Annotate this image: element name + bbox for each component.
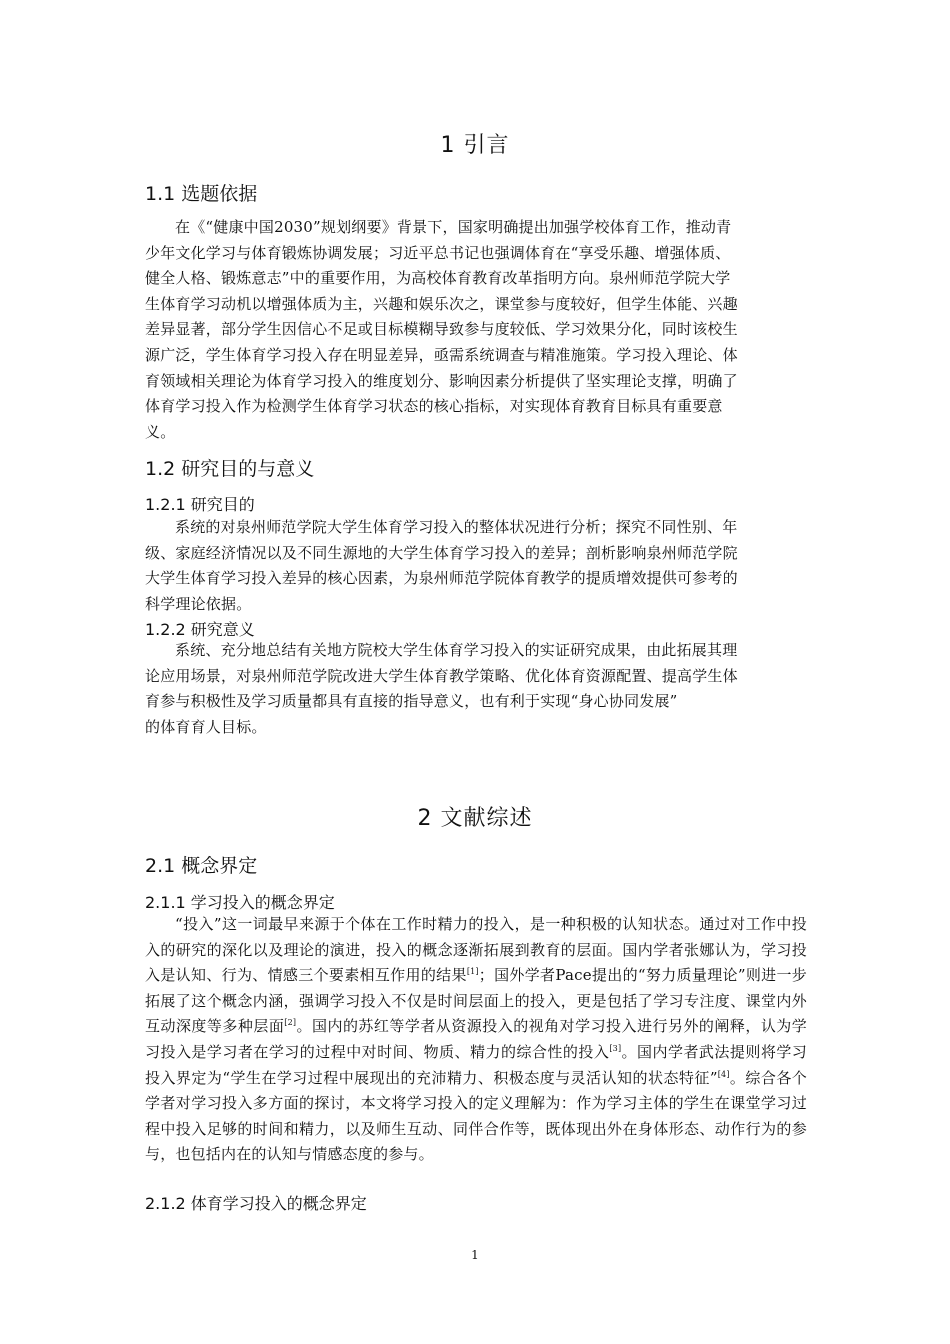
citation-ref: [4] [717, 1069, 730, 1079]
section-1-2-2-title: 1.2.2 研究意义 [145, 620, 255, 639]
section-1-2-2-paragraph [145, 638, 807, 740]
section-2-1-2-title: 2.1.2 体育学习投入的概念界定 [145, 1194, 367, 1213]
section-2-1-1-paragraph [145, 912, 807, 1168]
citation-ref: [3] [609, 1043, 622, 1053]
section-1-2-1-title: 1.2.1 研究目的 [145, 495, 255, 514]
citation-ref: [2] [284, 1018, 297, 1028]
text-line: 在《“健康中国2030”规划纲要》背景下，国家明确提出加强学校体育工作，推动青 [175, 218, 732, 236]
text-line: 系统的对泉州师范学院大学生体育学习投入的整体状况进行分析；探究不同性别、年 [175, 518, 738, 536]
text-line: 义。 [145, 422, 176, 441]
text-run: ；国外学者Pace提出的“努力质量理论”则进一步拓展了这个概念内涵，强调学习投入不仅是时间层面上的投入，更是包括了学习专注度、课堂内外互动深度等多种层面 [145, 966, 808, 1036]
text-line: 大学生体育学习投入差异的核心因素，为泉州师范学院体育教学的提质增效提供可参考的 [145, 569, 738, 588]
chapter-2-title: 2 文献综述 [417, 806, 533, 831]
text-line: 科学理论依据。 [145, 594, 252, 613]
citation-ref: [1] [466, 967, 479, 977]
text-run: “投入”这一词最早来源于个体在工作时精力的投入，是一种积极的认知状态。通过对工作中投入的研究的深化以及理论的演进，投入的概念逐渐拓展到教育的层面。国内学者张娜认为，学习投入是认知、行为、情感三个要素相互作用的结果 [145, 915, 807, 985]
text-line: 健全人格、锻炼意志”中的重要作用，为高校体育教育改革指明方向。泉州师范学院大学 [145, 269, 731, 288]
section-2-1-1-title: 2.1.1 学习投入的概念界定 [145, 893, 335, 912]
text-line: 差异显著，部分学生因信心不足或目标模糊导致参与度较低、学习效果分化，同时该校生 [145, 320, 738, 339]
text-line: 的体育育人目标。 [145, 717, 267, 736]
text-line: 系统、充分地总结有关地方院校大学生体育学习投入的实证研究成果，由此拓展其理 [175, 641, 738, 659]
text-line: 育参与积极性及学习质量都具有直接的指导意义，也有利于实现“身心协同发展” [145, 692, 678, 711]
text-line: 源广泛，学生体育学习投入存在明显差异，亟需系统调查与精准施策。学习投入理论、体 [145, 345, 738, 364]
text-line: 少年文化学习与体育锻炼协调发展；习近平总书记也强调体育在“享受乐趣、增强体质、 [145, 243, 731, 262]
text-line: 育领域相关理论为体育学习投入的维度划分、影响因素分析提供了坚实理论支撑，明确了 [145, 371, 738, 390]
text-line: 级、家庭经济情况以及不同生源地的大学生体育学习投入的差异；剖析影响泉州师范学院 [145, 543, 738, 562]
text-line: 论应用场景，对泉州师范学院改进大学生体育教学策略、优化体育资源配置、提高学生体 [145, 666, 738, 685]
text-line: 生体育学习动机以增强体质为主，兴趣和娱乐次之，课堂参与度较好，但学生体能、兴趣 [145, 294, 738, 313]
section-1-1-title: 1.1 选题依据 [145, 183, 258, 205]
text-run: 。国内学者武法提则将学习投入界定为“学生在学习过程中展现出的充沛精力、积极态度与灵活认知的状态特征” [145, 1042, 807, 1087]
text-run: 。国内的苏红等学者从资源投入的视角对学习投入进行另外的阐释，认为学习投入是学习者在学习的过程中对时间、物质、精力的综合性的投入 [145, 1017, 807, 1061]
section-2-1-title: 2.1 概念界定 [145, 855, 258, 877]
section-1-2-title: 1.2 研究目的与意义 [145, 458, 315, 480]
section-1-2-1-paragraph [145, 515, 807, 617]
section-1-1-paragraph [145, 215, 807, 445]
text-line: 体育学习投入作为检测学生体育学习状态的核心指标，对实现体育教育目标具有重要意 [145, 397, 723, 416]
page-number: 1 [471, 1248, 479, 1262]
chapter-1-title: 1 引言 [440, 133, 510, 158]
text-run: 。综合各个学者对学习投入多方面的探讨，本文将学习投入的定义理解为：作为学习主体的学生在课堂学习过程中投入足够的时间和精力，以及师生互动、同伴合作等，既体现出外在身体形态、动作行为的参与，也包括内在的认知与情感态度的参与。 [145, 1068, 807, 1164]
